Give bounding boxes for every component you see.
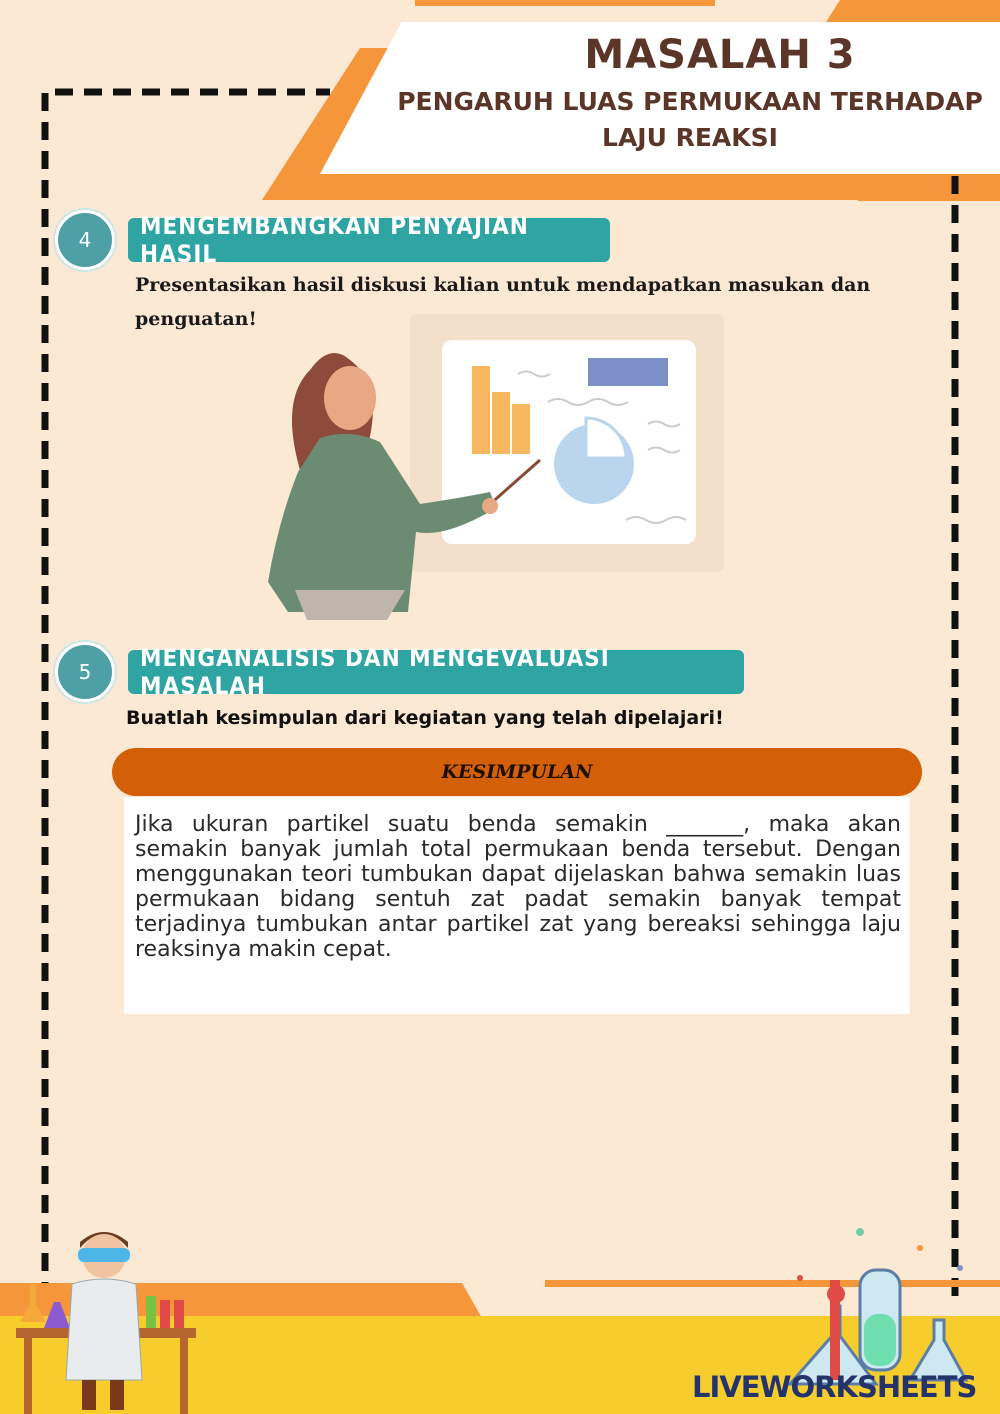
test-tube-3 (174, 1300, 184, 1328)
test-tube-2 (160, 1300, 170, 1328)
kesimpulan-text: Jika ukuran partikel suatu benda semakin _______, maka akan semakin banyak jumlah total permukaan benda tersebut. Dengan menggunakan teori tumbukan dapat dijelaskan bahwa semakin luas permukaan bidang sentuh zat padat semakin banyak tempat terjadinya tumbukan antar partikel zat yang bereaksi sehingga laju reaksinya makin cepat. (135, 812, 901, 962)
section-4-heading: MENGEMBANGKAN PENYAJIAN HASIL (128, 218, 610, 262)
liveworksheets-logo: LIVEWORKSHEETS (692, 1370, 977, 1404)
page-title: MASALAH 3 (584, 32, 856, 78)
instruction-line-1: Presentasikan hasil diskusi kalian untuk mendapatkan masukan dan (135, 274, 871, 296)
test-tube-1 (146, 1296, 156, 1328)
presenter-illustration (250, 310, 730, 625)
hand (482, 498, 498, 514)
bar-1 (472, 366, 490, 454)
lab-coat (66, 1279, 142, 1380)
page-subtitle (380, 84, 1000, 156)
section-5-heading: MENGANALISIS DAN MENGEVALUASI MASALAH (128, 650, 744, 694)
bar-3 (512, 404, 530, 454)
flask-1 (20, 1284, 46, 1322)
subtitle-line-1: PENGARUH LUAS PERMUKAAN TERHADAP (397, 87, 983, 116)
section-5-instruction: Buatlah kesimpulan dari kegiatan yang telah dipelajari! (126, 707, 724, 729)
skirt (295, 590, 405, 620)
bar-2 (492, 392, 510, 454)
flask-2 (44, 1302, 70, 1328)
board-label-rect (588, 358, 668, 386)
section-4-number: 4 (55, 210, 115, 270)
scientist-illustration (10, 1228, 200, 1414)
subtitle-line-2: LAJU REAKSI (602, 123, 778, 152)
lab-glassware-illustration (760, 1218, 1000, 1388)
instruction-line-2: penguatan! (135, 308, 257, 330)
section-5-number: 5 (55, 642, 115, 702)
kesimpulan-label: KESIMPULAN (112, 748, 922, 796)
goggles (78, 1248, 130, 1262)
face (324, 366, 376, 430)
